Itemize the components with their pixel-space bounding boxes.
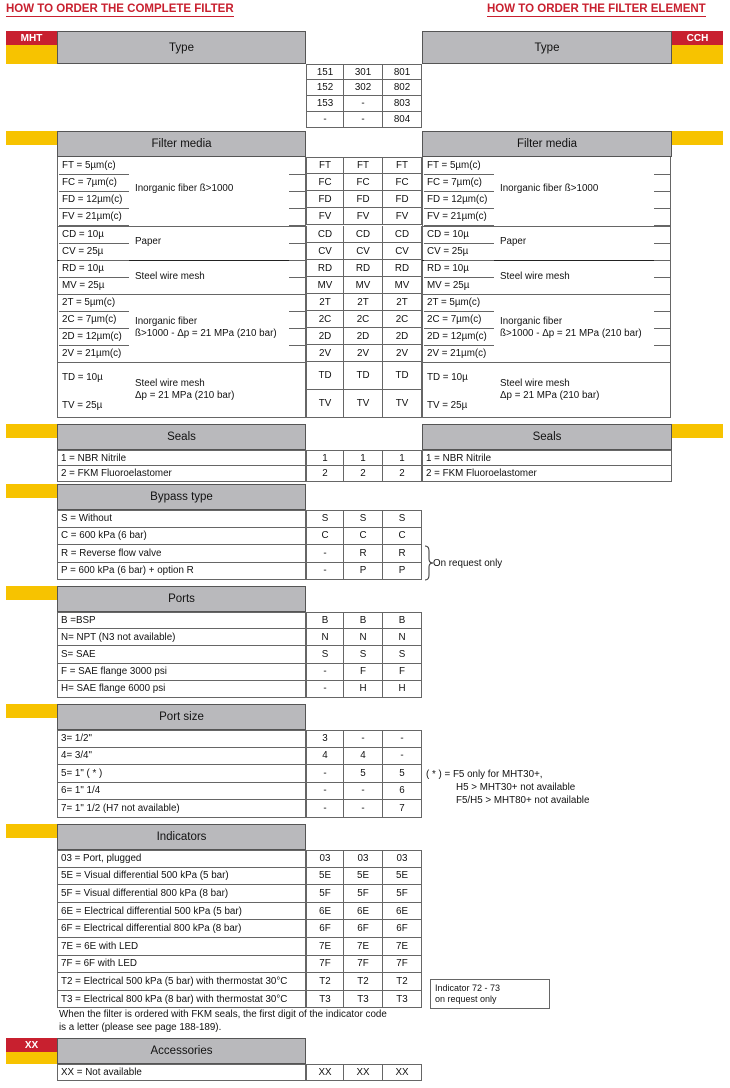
media-item-element: FC = 7µm(c)	[427, 177, 482, 188]
indicators-value-cell: 5F	[383, 885, 422, 903]
indicators-value-cell: 5E	[383, 868, 422, 886]
portsize-value-cell: 5	[344, 765, 383, 783]
indicators-value-cell: 5E	[306, 868, 344, 886]
yellow-marker-left	[6, 1052, 57, 1064]
media-code-cell: FC	[344, 174, 383, 191]
type-value-cell: 804	[383, 112, 422, 128]
media-item-underline-element	[424, 191, 494, 192]
media-item: RD = 10µ	[62, 263, 104, 274]
seals-row-label-element: 1 = NBR Nitrile	[422, 450, 672, 466]
indicators-value-cell: 7E	[383, 938, 422, 956]
portsize-value-cell: -	[306, 765, 344, 783]
media-item-element: 2C = 7µm(c)	[427, 314, 482, 325]
media-item-element: 2V = 21µm(c)	[427, 348, 487, 359]
indicators-value-cell: 7E	[344, 938, 383, 956]
yellow-marker-left	[6, 424, 57, 438]
media-item: FV = 21µm(c)	[62, 211, 122, 222]
seals-row-label: 1 = NBR Nitrile	[57, 450, 306, 466]
indicators-row-label: 7F = 6F with LED	[57, 956, 306, 974]
media-code-cell: FD	[306, 191, 344, 208]
media-group-steel-element: Steel wire mesh	[500, 271, 570, 282]
indicators-value-cell: T3	[306, 991, 344, 1009]
media-group-steel2-element: Δp = 21 MPa (210 bar)	[500, 390, 600, 401]
ports-row-label: F = SAE flange 3000 psi	[57, 664, 306, 681]
media-item-underline	[59, 243, 129, 244]
portsize-value-cell: -	[383, 748, 422, 766]
media-item: 2C = 7µm(c)	[62, 314, 117, 325]
indicators-row-label: 6F = Electrical differential 800 kPa (8 bar)	[57, 920, 306, 938]
portsize-note: ( * ) = F5 only for MHT30+,	[426, 769, 543, 780]
yellow-marker-left	[6, 704, 57, 718]
media-item-underline-element	[654, 345, 671, 346]
media-code-cell: FD	[383, 191, 422, 208]
media-code-cell: CV	[383, 243, 422, 260]
media-code-cell: RD	[383, 260, 422, 277]
type-value-cell: -	[344, 96, 383, 112]
media-item-underline	[289, 174, 306, 175]
type-value-cell: -	[306, 112, 344, 128]
bypass-value-cell: C	[383, 528, 422, 546]
seals-value-cell: 1	[344, 450, 383, 466]
media-code-cell: TD	[306, 362, 344, 390]
type-value-cell: 801	[383, 64, 422, 80]
media-item-underline	[289, 328, 306, 329]
indicators-value-cell: 6E	[306, 903, 344, 921]
seals-value-cell: 2	[344, 466, 383, 482]
type-value-cell: 301	[344, 64, 383, 80]
ports-value-cell: -	[306, 681, 344, 698]
portsize-note: F5/H5 > MHT80+ not available	[456, 795, 590, 806]
indicators-row-label: 03 = Port, plugged	[57, 850, 306, 868]
ports-value-cell: B	[306, 612, 344, 629]
media-item-underline-element	[424, 328, 494, 329]
bypass-row-label: P = 600 kPa (6 bar) + option R	[57, 563, 306, 581]
ports-value-cell: B	[383, 612, 422, 629]
portsize-row-label: 4= 3/4"	[57, 748, 306, 766]
indicators-row-label: 6E = Electrical differential 500 kPa (5 bar)	[57, 903, 306, 921]
media-item-underline-element	[654, 260, 671, 261]
media-group-steel2-element: Steel wire mesh	[500, 378, 570, 389]
accessories-row-label: XX = Not available	[57, 1064, 306, 1081]
code-badge-left: MHT	[6, 31, 57, 45]
media-code-cell: FC	[383, 174, 422, 191]
portsize-value-cell: -	[344, 800, 383, 818]
media-code-cell: CD	[306, 226, 344, 243]
media-code-cell: FT	[383, 157, 422, 174]
media-item-underline	[289, 243, 306, 244]
media-item: 2V = 21µm(c)	[62, 348, 122, 359]
section-accessories: Accessories	[57, 1038, 306, 1064]
media-item-underline-element	[424, 243, 494, 244]
indicators-value-cell: 03	[344, 850, 383, 868]
media-item-element: 2D = 12µm(c)	[427, 331, 487, 342]
media-item-underline	[289, 260, 306, 261]
media-item-element: TV = 25µ	[427, 400, 468, 411]
yellow-marker-left	[6, 131, 57, 145]
indicators-value-cell: 7E	[306, 938, 344, 956]
bypass-note: On request only	[433, 558, 503, 569]
indicator-note-box	[430, 979, 550, 1009]
media-item-element: TD = 10µ	[427, 372, 468, 383]
media-code-cell: FV	[344, 208, 383, 225]
media-item-underline-element	[654, 362, 671, 363]
media-group-inorganic2: ß>1000 - Δp = 21 MPa (210 bar)	[135, 328, 277, 339]
media-item: FC = 7µm(c)	[62, 177, 117, 188]
indicators-value-cell: 6E	[383, 903, 422, 921]
indicators-value-cell: 7F	[344, 956, 383, 974]
indicator-fkm-note: When the filter is ordered with FKM seals, the first digit of the indicator code	[59, 1009, 387, 1020]
ports-value-cell: F	[383, 664, 422, 681]
section-seals-element: Seals	[422, 424, 672, 450]
section-ports: Ports	[57, 586, 306, 612]
accessories-value-cell: XX	[344, 1064, 383, 1081]
indicators-value-cell: T2	[306, 973, 344, 991]
type-value-cell: 803	[383, 96, 422, 112]
media-item-underline	[59, 362, 129, 363]
portsize-value-cell: -	[306, 800, 344, 818]
media-item-underline-element	[424, 225, 494, 226]
media-item-underline	[59, 225, 129, 226]
indicator-note-line: on request only	[435, 994, 497, 1004]
portsize-row-label: 3= 1/2"	[57, 730, 306, 748]
bypass-value-cell: R	[383, 545, 422, 563]
portsize-row-label: 6= 1" 1/4	[57, 783, 306, 801]
indicators-value-cell: T3	[383, 991, 422, 1009]
media-group-paper: Paper	[135, 236, 162, 247]
media-group-inorganic: Inorganic fiber ß>1000	[135, 183, 234, 194]
indicators-value-cell: 6E	[344, 903, 383, 921]
media-item-underline	[289, 362, 306, 363]
code-badge-left: XX	[6, 1038, 57, 1052]
media-item-underline-element	[654, 225, 671, 226]
media-item-underline-element	[424, 362, 494, 363]
media-code-cell: FC	[306, 174, 344, 191]
media-group-steel: Steel wire mesh	[135, 271, 205, 282]
media-item-underline	[59, 260, 129, 261]
ports-value-cell: H	[383, 681, 422, 698]
yellow-marker-left	[6, 586, 57, 600]
portsize-value-cell: -	[344, 730, 383, 748]
portsize-note: H5 > MHT30+ not available	[456, 782, 576, 793]
media-group-inorganic2-element: ß>1000 - Δp = 21 MPa (210 bar)	[500, 328, 642, 339]
ports-value-cell: B	[344, 612, 383, 629]
type-value-cell: 152	[306, 80, 344, 96]
media-group-inorganic2-element: Inorganic fiber	[500, 316, 563, 327]
media-group-paper-element: Paper	[500, 236, 527, 247]
section-indicators: Indicators	[57, 824, 306, 850]
indicators-value-cell: 7F	[383, 956, 422, 974]
media-code-cell: 2T	[344, 294, 383, 311]
portsize-value-cell: -	[306, 783, 344, 801]
media-item-underline	[289, 311, 306, 312]
type-value-cell: -	[344, 112, 383, 128]
bypass-value-cell: S	[344, 510, 383, 528]
media-code-cell: 2C	[383, 311, 422, 328]
media-code-cell: MV	[306, 277, 344, 294]
media-code-cell: FD	[344, 191, 383, 208]
indicators-value-cell: 03	[383, 850, 422, 868]
media-item-underline-element	[424, 277, 494, 278]
media-item-underline-element	[424, 311, 494, 312]
media-item: CD = 10µ	[62, 229, 104, 240]
portsize-value-cell: 5	[383, 765, 422, 783]
media-code-cell: 2V	[344, 345, 383, 362]
portsize-row-label: 5= 1" ( * )	[57, 765, 306, 783]
media-group-inorganic2: Inorganic fiber	[135, 316, 198, 327]
media-code-cell: CD	[344, 226, 383, 243]
media-item-element: MV = 25µ	[427, 280, 470, 291]
media-group-steel2: Δp = 21 MPa (210 bar)	[135, 390, 235, 401]
portsize-row-label: 7= 1" 1/2 (H7 not available)	[57, 800, 306, 818]
bypass-value-cell: -	[306, 563, 344, 581]
bypass-value-cell: P	[383, 563, 422, 581]
seals-value-cell: 2	[306, 466, 344, 482]
bypass-row-label: C = 600 kPa (6 bar)	[57, 528, 306, 546]
indicator-fkm-note: is a letter (please see page 188-189).	[59, 1022, 222, 1033]
indicators-value-cell: 5F	[344, 885, 383, 903]
section-seals: Seals	[57, 424, 306, 450]
indicators-value-cell: T2	[383, 973, 422, 991]
bypass-value-cell: R	[344, 545, 383, 563]
section-type: Type	[57, 31, 306, 64]
indicators-row-label: T3 = Electrical 800 kPa (8 bar) with thermostat 30°C	[57, 991, 306, 1009]
media-item-underline-element	[424, 345, 494, 346]
media-item-underline-element	[424, 260, 494, 261]
seals-value-cell: 2	[383, 466, 422, 482]
bypass-value-cell: C	[344, 528, 383, 546]
accessories-value-cell: XX	[306, 1064, 344, 1081]
ports-value-cell: S	[383, 646, 422, 663]
media-item-underline-element	[654, 243, 671, 244]
media-item-underline-element	[654, 174, 671, 175]
media-item-underline	[289, 294, 306, 295]
section-media: Filter media	[57, 131, 306, 157]
ports-row-label: H= SAE flange 6000 psi	[57, 681, 306, 698]
media-code-cell: 2D	[383, 328, 422, 345]
indicators-value-cell: 6F	[344, 920, 383, 938]
media-item: TD = 10µ	[62, 372, 103, 383]
type-value-cell: 153	[306, 96, 344, 112]
code-badge-right: CCH	[672, 31, 723, 45]
media-item-underline-element	[654, 311, 671, 312]
seals-row-label: 2 = FKM Fluoroelastomer	[57, 466, 306, 482]
indicators-row-label: 5F = Visual differential 800 kPa (8 bar)	[57, 885, 306, 903]
title-filter-element: HOW TO ORDER THE FILTER ELEMENT	[487, 3, 706, 15]
media-item: FT = 5µm(c)	[62, 160, 116, 171]
portsize-value-cell: 6	[383, 783, 422, 801]
indicators-value-cell: 6F	[306, 920, 344, 938]
media-item: FD = 12µm(c)	[62, 194, 123, 205]
yellow-marker-left	[6, 824, 57, 838]
media-code-cell: 2T	[306, 294, 344, 311]
media-item-element: RD = 10µ	[427, 263, 469, 274]
media-item-underline	[59, 294, 129, 295]
section-portsize: Port size	[57, 704, 306, 730]
seals-value-cell: 1	[383, 450, 422, 466]
media-item-element: FD = 12µm(c)	[427, 194, 488, 205]
media-item-underline	[59, 174, 129, 175]
media-item: 2T = 5µm(c)	[62, 297, 116, 308]
media-item-underline-element	[424, 208, 494, 209]
media-code-cell: FT	[306, 157, 344, 174]
ports-value-cell: S	[344, 646, 383, 663]
media-item-underline-element	[654, 208, 671, 209]
media-item-underline-element	[424, 174, 494, 175]
indicators-value-cell: 5F	[306, 885, 344, 903]
indicators-value-cell: 03	[306, 850, 344, 868]
portsize-value-cell: 4	[306, 748, 344, 766]
media-code-cell: 2D	[306, 328, 344, 345]
indicators-row-label: 5E = Visual differential 500 kPa (5 bar)	[57, 868, 306, 886]
media-code-cell: 2V	[306, 345, 344, 362]
bypass-value-cell: -	[306, 545, 344, 563]
media-code-cell: 2T	[383, 294, 422, 311]
ports-value-cell: N	[306, 629, 344, 646]
media-code-cell: RD	[306, 260, 344, 277]
media-code-cell: CV	[344, 243, 383, 260]
indicators-row-label: 7E = 6E with LED	[57, 938, 306, 956]
portsize-value-cell: 7	[383, 800, 422, 818]
yellow-marker-right	[672, 45, 723, 64]
media-code-cell: MV	[344, 277, 383, 294]
media-code-cell: FV	[306, 208, 344, 225]
bypass-value-cell: C	[306, 528, 344, 546]
media-item-underline-element	[654, 328, 671, 329]
indicators-row-label: T2 = Electrical 500 kPa (5 bar) with thermostat 30°C	[57, 973, 306, 991]
bypass-row-label: S = Without	[57, 510, 306, 528]
media-code-cell: TD	[344, 362, 383, 390]
media-item-underline	[289, 191, 306, 192]
accessories-value-cell: XX	[383, 1064, 422, 1081]
bypass-value-cell: S	[306, 510, 344, 528]
media-item-underline	[59, 311, 129, 312]
media-item-underline	[289, 225, 306, 226]
media-item: TV = 25µ	[62, 400, 103, 411]
ports-value-cell: N	[383, 629, 422, 646]
section-media-element: Filter media	[422, 131, 672, 157]
media-item-underline	[59, 208, 129, 209]
seals-value-cell: 1	[306, 450, 344, 466]
media-item-element: 2T = 5µm(c)	[427, 297, 481, 308]
media-item: CV = 25µ	[62, 246, 104, 257]
bypass-value-cell: S	[383, 510, 422, 528]
media-item-underline	[289, 277, 306, 278]
bypass-row-label: R = Reverse flow valve	[57, 545, 306, 563]
media-item: 2D = 12µm(c)	[62, 331, 122, 342]
media-item-underline-element	[654, 191, 671, 192]
media-item-underline-element	[654, 277, 671, 278]
media-code-cell: CD	[383, 226, 422, 243]
indicators-value-cell: T3	[344, 991, 383, 1009]
media-item-underline-element	[424, 294, 494, 295]
portsize-value-cell: -	[383, 730, 422, 748]
media-item-underline	[289, 208, 306, 209]
media-code-cell: 2D	[344, 328, 383, 345]
ports-value-cell: H	[344, 681, 383, 698]
media-item-underline	[59, 328, 129, 329]
portsize-value-cell: 4	[344, 748, 383, 766]
ports-row-label: N= NPT (N3 not available)	[57, 629, 306, 646]
media-code-cell: TV	[344, 390, 383, 418]
media-item-element: CV = 25µ	[427, 246, 469, 257]
yellow-marker-left	[6, 45, 57, 64]
media-code-cell: MV	[383, 277, 422, 294]
section-type-element: Type	[422, 31, 672, 64]
ports-value-cell: N	[344, 629, 383, 646]
indicators-value-cell: 5E	[344, 868, 383, 886]
yellow-marker-right	[672, 424, 723, 438]
media-code-cell: CV	[306, 243, 344, 260]
media-item-element: FT = 5µm(c)	[427, 160, 481, 171]
media-item-element: FV = 21µm(c)	[427, 211, 487, 222]
media-group-steel2: Steel wire mesh	[135, 378, 205, 389]
media-code-cell: TV	[306, 390, 344, 418]
title-complete-filter: HOW TO ORDER THE COMPLETE FILTER	[6, 3, 234, 15]
ports-value-cell: S	[306, 646, 344, 663]
media-code-cell: 2C	[306, 311, 344, 328]
yellow-marker-right	[672, 131, 723, 145]
media-item-underline	[289, 345, 306, 346]
media-code-cell: TV	[383, 390, 422, 418]
media-code-cell: TD	[383, 362, 422, 390]
indicators-value-cell: 7F	[306, 956, 344, 974]
indicators-value-cell: 6F	[383, 920, 422, 938]
portsize-value-cell: -	[344, 783, 383, 801]
ports-row-label: B =BSP	[57, 612, 306, 629]
ports-value-cell: -	[306, 664, 344, 681]
bypass-value-cell: P	[344, 563, 383, 581]
media-item-underline	[59, 191, 129, 192]
type-value-cell: 151	[306, 64, 344, 80]
media-item: MV = 25µ	[62, 280, 105, 291]
yellow-marker-left	[6, 484, 57, 498]
indicators-value-cell: T2	[344, 973, 383, 991]
media-code-cell: FT	[344, 157, 383, 174]
sep-paper-element	[422, 226, 671, 227]
ports-value-cell: F	[344, 664, 383, 681]
ports-row-label: S= SAE	[57, 646, 306, 663]
section-bypass: Bypass type	[57, 484, 306, 510]
media-code-cell: 2C	[344, 311, 383, 328]
seals-row-label-element: 2 = FKM Fluoroelastomer	[422, 466, 672, 482]
indicator-note-line: Indicator 72 - 73	[435, 983, 501, 993]
media-item-underline	[59, 345, 129, 346]
sep-paper	[57, 226, 306, 227]
type-value-cell: 302	[344, 80, 383, 96]
media-item-element: CD = 10µ	[427, 229, 469, 240]
media-item-underline-element	[654, 294, 671, 295]
media-group-inorganic-element: Inorganic fiber ß>1000	[500, 183, 599, 194]
portsize-value-cell: 3	[306, 730, 344, 748]
media-code-cell: FV	[383, 208, 422, 225]
type-value-cell: 802	[383, 80, 422, 96]
media-code-cell: RD	[344, 260, 383, 277]
media-item-underline	[59, 277, 129, 278]
media-code-cell: 2V	[383, 345, 422, 362]
